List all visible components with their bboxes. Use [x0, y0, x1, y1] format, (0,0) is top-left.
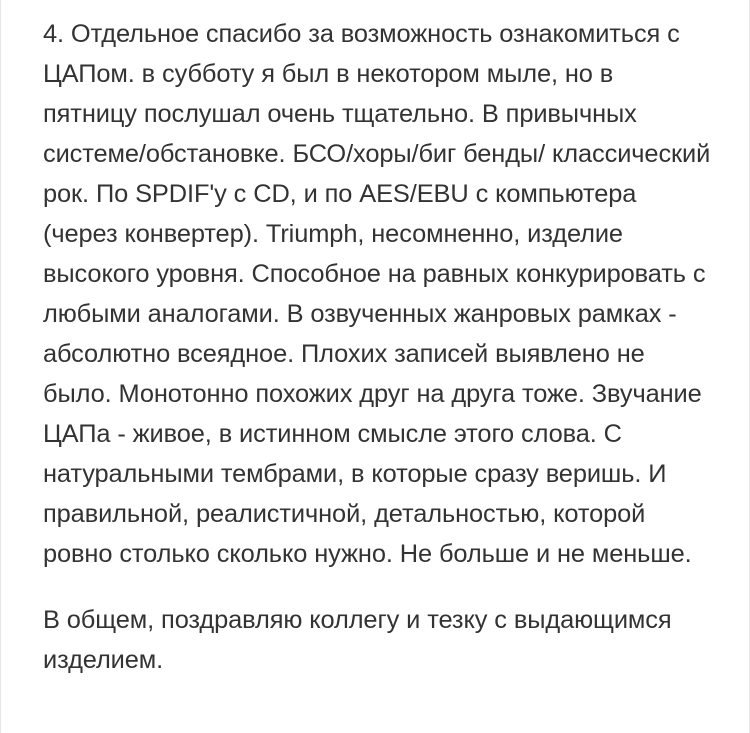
post-paragraph: В общем, поздравляю коллегу и тезку с выдающимся изделием. — [43, 606, 672, 674]
post-paragraph: 4. Отдельное спасибо за возможность ознакомиться с ЦАПом. в субботу я был в некотором мыле, но в пятницу послушал очень тщательно. В привычных системе/обстановке. БСО/хоры/биг бенды/ классический рок. По SPDIF'у с CD, и по AES/EBU с компьютера (через конвертер). Triumph, несомненно, изделие высокого уровня. Способное на равных конкурировать с любыми аналогами. В озвученных жанровых рамках - абсолютно всеядное. Плохих записей выявлено не было. Монотонно похожих друг на друга тоже. Звучание ЦАПа - живое, в истинном смысле этого слова. С натуральными тембрами, в которые сразу веришь. И правильной, реалистичной, детальностью, которой ровно столько сколько нужно. Не больше и не меньше. — [43, 20, 711, 568]
post-body — [43, 14, 711, 680]
